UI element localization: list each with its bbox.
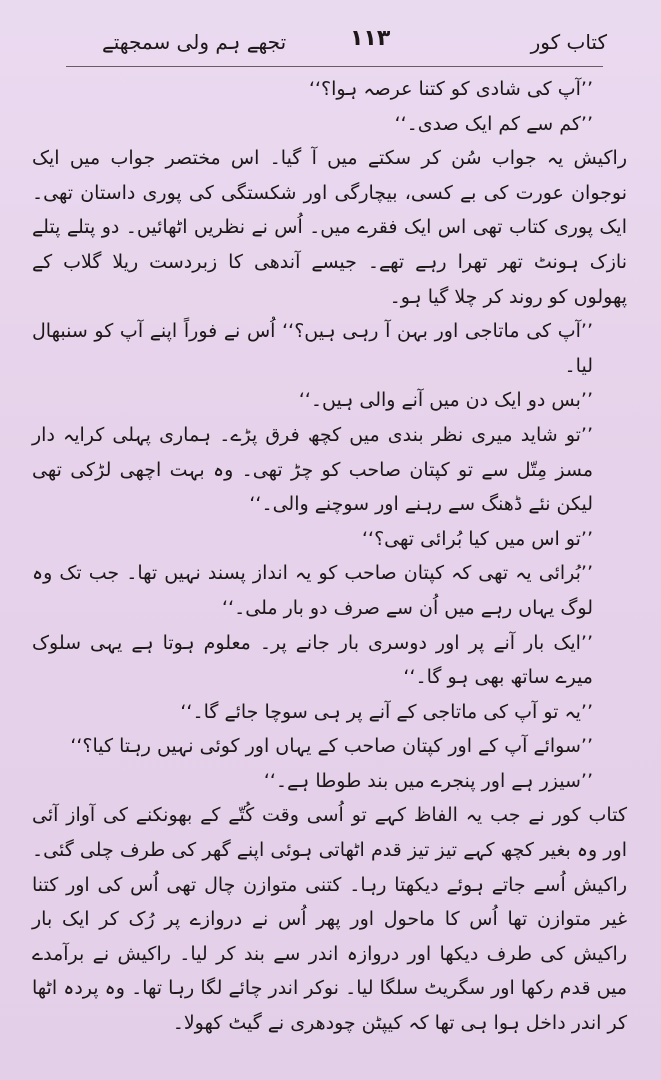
page-number: ۱۱۳ (350, 26, 391, 51)
paragraph: راکیش یہ جواب سُن کر سکتے میں آ گیا۔ اس مختصر جواب میں ایک نوجوان عورت کی بے کسی، بیچارگی اور شکستگی کی پوری داستان تھی۔ ایک پوری کتاب تھی اس ایک فقرے میں۔ اُس نے نظریں اٹھائیں۔ دو پتلے پتلے نازک ہونٹ تھر تھرا رہے تھے۔ جیسے آندھی کا زبردست ریلا گلاب کے پھولوں کو روند کر چلا گیا ہو۔ (32, 147, 627, 308)
paragraph: ’’بس دو ایک دن میں آنے والی ہیں۔‘‘ (298, 389, 593, 412)
chapter-title: تجھے ہم ولی سمجھتے (102, 30, 287, 54)
paragraph: ’’آپ کی شادی کو کتنا عرصہ ہوا؟‘‘ (308, 78, 593, 100)
page-body (32, 72, 627, 1041)
paragraph: ’’کم سے کم ایک صدی۔‘‘ (394, 112, 593, 135)
paragraph: ’’ایک بار آنے پر اور دوسری بار جانے پر۔ معلوم ہوتا ہے یہی سلوک میرے ساتھ بھی ہو گا۔‘‘ (32, 631, 593, 689)
paragraph: ’’آپ کی ماتاجی اور بہن آ رہی ہیں؟‘‘ اُس نے فوراً اپنے آپ کو سنبھال لیا۔ (32, 320, 593, 377)
book-title: کتاب کور (530, 30, 607, 54)
paragraph: ’’سیزر ہے اور پنجرے میں بند طوطا ہے۔‘‘ (263, 769, 593, 792)
paragraph: کتاب کور نے جب یہ الفاظ کہے تو اُسی وقت کُتّے کے بھونکنے کی آواز آئی اور وہ بغیر کچھ کہے تیز تیز قدم اٹھاتی ہوئی اپنے گھر کی طرف چلی گئی۔ راکیش اُسے جاتے ہوئے دیکھتا رہا۔ کتنی متوازن چال تھی اُس کی اور کتنا غیر متوازن تھا اُس کا ماحول اور پھر اُس نے دروازے پر رُک کر ایک بار راکیش کی طرف دیکھا اور دروازہ اندر سے بند کر لیا۔ راکیش نے برآمدے میں قدم رکھا اور سگریٹ سلگا لیا۔ نوکر اندر چائے لگا رہا تھا۔ وہ پردہ اٹھا کر اندر داخل ہوا ہی تھا کہ کیپٹن چودھری نے گیٹ کھولا۔ (32, 804, 627, 1035)
paragraph: ’’یہ تو آپ کی ماتاجی کے آنے پر ہی سوچا جائے گا۔‘‘ (180, 700, 593, 723)
paragraph: ’’تو اس میں کیا بُرائی تھی؟‘‘ (361, 527, 593, 550)
page-header (32, 0, 627, 72)
paragraph: ’’سوائے آپ کے اور کپتان صاحب کے یہاں اور کوئی نہیں رہتا کیا؟‘‘ (70, 735, 593, 758)
header-rule (66, 66, 603, 67)
paragraph: ’’تو شاید میری نظر بندی میں کچھ فرق پڑے۔ ہماری پہلی کرایہ دار مسز مِتّل سے تو کپتان صاحب کو چڑ تھی۔ وہ بہت اچھی لڑکی تھی لیکن نئے ڈھنگ سے رہنے اور سوچنے والی۔‘‘ (32, 423, 593, 516)
paragraph: ’’بُرائی یہ تھی کہ کپتان صاحب کو یہ انداز پسند نہیں تھا۔ جب تک وہ لوگ یہاں رہے میں اُن سے صرف دو بار ملی۔‘‘ (32, 562, 593, 619)
